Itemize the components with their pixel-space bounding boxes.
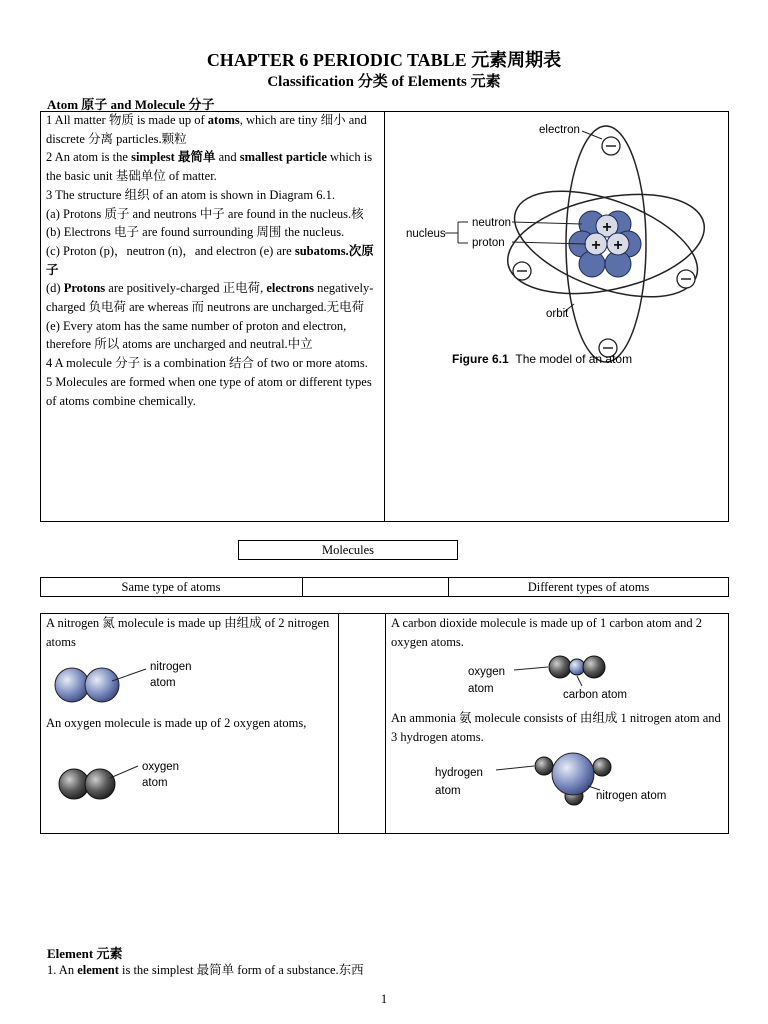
- nucleus-neutron: [579, 251, 605, 277]
- ammonia-molecule-diagram: [430, 748, 700, 810]
- hydrogen-atom: [535, 757, 553, 775]
- page-subtitle: Classification 分类 of Elements 元素: [267, 74, 501, 90]
- atom-p3e: (e) Every atom has the same number of proton and electron, therefore 所以 atoms are uncharged and neutral.中立: [46, 318, 347, 352]
- nitrogen-molecule-diagram: [50, 655, 220, 707]
- atom-text-block: [46, 111, 378, 410]
- label-electron: electron: [539, 124, 580, 136]
- label-hydrogen-atom: atom: [435, 785, 461, 797]
- label-orbit: orbit: [546, 308, 569, 320]
- ammonia-molecule-text: An ammonia 氨 molecule consists of 由组成 1 nitrogen atom and 3 hydrogen atoms.: [391, 711, 721, 744]
- atom-p3: 3 The structure 组织 of an atom is shown in Diagram 6.1.: [46, 187, 335, 202]
- oxygen-atom: [85, 769, 115, 799]
- label-neutron: neutron: [472, 217, 512, 229]
- page-number: 1: [380, 992, 388, 1006]
- atom-model-diagram: [396, 116, 721, 376]
- label-carbon-atom: carbon atom: [563, 689, 627, 701]
- header-different-types: Different types of atoms: [527, 580, 650, 594]
- label-oxygen-atom: atom: [142, 777, 168, 789]
- atom-p3c: (c) Proton (p)，neutron (n)，and electron (e) are subatoms.次原子: [46, 243, 374, 277]
- co2-oxygen-atom: [583, 656, 605, 678]
- nitrogen-atom: [85, 668, 119, 702]
- nitrogen-atom: [55, 668, 89, 702]
- plus-sign: +: [602, 219, 612, 236]
- co2-oxygen-atom: [549, 656, 571, 678]
- label-hydrogen: hydrogen: [435, 767, 483, 779]
- co2-molecule-text: A carbon dioxide molecule is made up of 1 carbon atom and 2 oxygen atoms.: [391, 616, 703, 649]
- atom-p1: 1 All matter 物质 is made up of atoms, which are tiny 细小 and discrete 分离 particles.颗粒: [46, 113, 367, 146]
- plus-sign: +: [591, 237, 601, 254]
- atom-p5: 5 Molecules are formed when one type of atom or different types of atoms combine chemically.: [46, 374, 372, 408]
- section-heading-element: Element 元素: [47, 946, 123, 961]
- co2-molecule-diagram: [462, 648, 662, 704]
- hydrogen-atom: [593, 758, 611, 776]
- oxygen-molecule-text: An oxygen molecule is made up of 2 oxygen atoms,: [46, 716, 307, 730]
- element-definition: 1. An element is the simplest 最简单 form of a substance.东西: [47, 963, 364, 977]
- molecules-title-box: Molecules: [238, 540, 458, 560]
- atom-p2: 2 An atom is the simplest 最简单 and smallest particle which is the basic unit 基础单位 of matter.: [46, 150, 373, 184]
- plus-sign: +: [613, 237, 623, 254]
- oxygen-molecule-diagram: [54, 756, 204, 806]
- atom-table-divider: [384, 111, 385, 522]
- atom-p3a: (a) Protons 质子 and neutrons 中子 are found in the nucleus.核: [46, 206, 364, 221]
- figure-caption: Figure 6.1 The model of an atom: [452, 352, 633, 366]
- section-heading-atom: Atom 原子 and Molecule 分子: [47, 97, 215, 112]
- atom-p3d: (d) Protons are positively-charged 正电荷, electrons negatively-charged 负电荷 are whereas 而 neutrons are uncharged.无电荷: [46, 281, 374, 315]
- label-co2-oxygen: oxygen: [468, 666, 506, 678]
- atom-p3b: (b) Electrons 电子 are found surrounding 周围 the nucleus.: [46, 225, 345, 240]
- header-same-type: Same type of atoms: [121, 580, 221, 594]
- ammonia-nitrogen-atom: [552, 753, 594, 795]
- label-co2-oxygen-atom: atom: [468, 683, 494, 695]
- label-oxygen: oxygen: [142, 761, 180, 773]
- label-nitrogen: nitrogen: [150, 661, 192, 673]
- label-nitrogen-atom: atom: [150, 677, 176, 689]
- label-ammonia-nitrogen-atom: nitrogen atom: [596, 790, 667, 802]
- atom-p4: 4 A molecule 分子 is a combination 结合 of two or more atoms.: [46, 356, 368, 371]
- label-proton: proton: [472, 237, 505, 249]
- page-title: CHAPTER 6 PERIODIC TABLE 元素周期表: [206, 50, 562, 70]
- label-nucleus: nucleus: [406, 228, 446, 240]
- nitrogen-molecule-text: A nitrogen 氮 molecule is made up 由组成 of 2 nitrogen atoms: [46, 616, 330, 649]
